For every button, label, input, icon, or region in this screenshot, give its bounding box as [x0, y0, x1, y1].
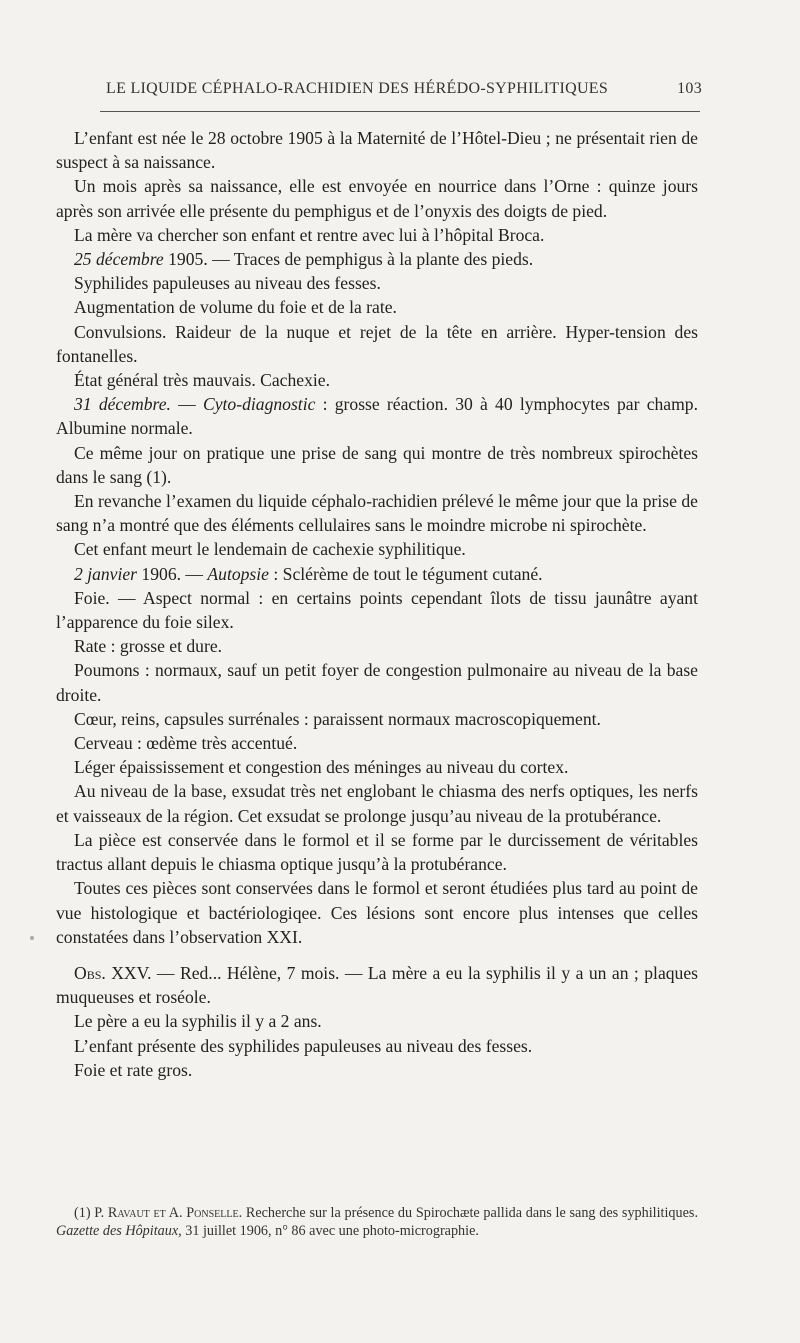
paragraph: Toutes ces pièces sont conservées dans le formol et seront étudiées plus tard au point de vue histologique et bactériologiqee. Ces lésions sont encore plus intenses que celles constatées dans l’observation XXI. [56, 878, 698, 947]
paragraph: Syphilides papuleuses au niveau des fesses. [74, 273, 381, 294]
paragraph: Augmentation de volume du foie et de la rate. [74, 297, 397, 318]
running-header [106, 80, 702, 98]
margin-speck [30, 936, 34, 940]
paragraph: Convulsions. Raideur de la nuque et rejet de la tête en arrière. Hyper-tension des fontanelles. [56, 321, 698, 366]
date: 2 janvier [74, 563, 138, 584]
date: 25 décembre [74, 249, 164, 270]
paragraph: Au niveau de la base, exsudat très net englobant le chiasma des nerfs optiques, les nerfs et vaisseaux de la région. Cet exsudat se prolonge jusqu’au niveau de la protubérance. [56, 781, 698, 826]
paragraph: En revanche l’examen du liquide céphalo-rachidien prélevé le même jour que la prise de sang n’a montré que des éléments cellulaires sans le moindre microbe ni spirochète. [56, 491, 698, 536]
paragraph: Foie. — Aspect normal : en certains points cependant îlots de tissu jaunâtre ayant l’apparence du foie silex. [56, 587, 698, 633]
paragraph: Obs. XXV. — Red... Hélène, 7 mois. — La mère a eu la syphilis il y a un an ; plaques muqueuses et roséole. [56, 962, 698, 1008]
emphasis: Cyto-diagnostic [203, 394, 316, 415]
paragraph: 25 décembre 1905. — Traces de pemphigus à la plante des pieds. [74, 249, 534, 270]
footnote-marker: (1) [74, 1205, 95, 1221]
body-text [56, 126, 698, 1082]
paragraph: Foie et rate gros. [74, 1059, 193, 1080]
emphasis: Autopsie [207, 563, 269, 584]
paragraph: Poumons : normaux, sauf un petit foyer de congestion pulmonaire au niveau de la base droite. [56, 660, 698, 705]
paragraph: Un mois après sa naissance, elle est envoyée en nourrice dans l’Orne : quinze jours après son arrivée elle présente du pemphigus et de l’onyxis des doigts de pied. [56, 176, 698, 221]
paragraph: 2 janvier 1906. — Autopsie : Sclérème de tout le tégument cutané. [74, 563, 543, 584]
paragraph: Cœur, reins, capsules surrénales : paraissent normaux macroscopiquement. [74, 708, 601, 729]
footnote-authors: P. Ravaut et A. Ponselle. [94, 1205, 243, 1221]
paragraph: L’enfant est née le 28 octobre 1905 à la Maternité de l’Hôtel-Dieu ; ne présentait rien de suspect à sa naissance. [56, 128, 698, 173]
paragraph: Rate : grosse et dure. [74, 636, 223, 657]
paragraph: État général très mauvais. Cachexie. [74, 370, 330, 391]
paragraph: Le père a eu la syphilis il y a 2 ans. [74, 1011, 322, 1032]
observation-label: Obs. XXV. [74, 962, 152, 983]
date: 31 décembre. [74, 394, 171, 415]
page-number: 103 [677, 80, 702, 97]
paragraph: La mère va chercher son enfant et rentre avec lui à l’hôpital Broca. [74, 224, 545, 245]
footnote: (1) P. Ravaut et A. Ponselle. Recherche sur la présence du Spirochæte pallida dans le sang des syphilitiques. Gazette des Hôpitaux, 31 juillet 1906, n° 86 avec une photo-micrographie. [56, 1205, 698, 1239]
paragraph: Cerveau : œdème très accentué. [74, 733, 298, 754]
paragraph: Ce même jour on pratique une prise de sang qui montre de très nombreux spirochètes dans le sang (1). [56, 442, 698, 487]
running-title: LE LIQUIDE CÉPHALO-RACHIDIEN DES HÉRÉDO-SYPHILITIQUES [106, 80, 609, 97]
journal-name: Gazette des Hôpitaux, [56, 1222, 182, 1239]
paragraph: Léger épaississement et congestion des méninges au niveau du cortex. [74, 757, 569, 778]
header-rule [100, 111, 700, 112]
paragraph: La pièce est conservée dans le formol et il se forme par le durcissement de véritables tractus allant depuis le chiasma optique jusqu’à la protubérance. [56, 829, 698, 875]
paragraph: 31 décembre. — Cyto-diagnostic : grosse réaction. 30 à 40 lymphocytes par champ. Albumine normale. [56, 394, 698, 439]
paragraph: L’enfant présente des syphilides papuleuses au niveau des fesses. [74, 1035, 533, 1056]
paragraph: Cet enfant meurt le lendemain de cachexie syphilitique. [74, 539, 466, 560]
